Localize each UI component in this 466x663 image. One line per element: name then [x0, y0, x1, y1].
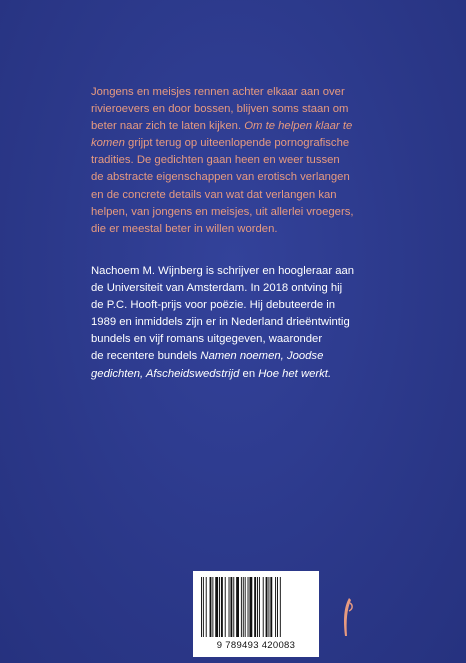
blurb-text-segment: komen: [91, 137, 125, 150]
barcode-bar: [221, 577, 223, 637]
barcode-bar: [259, 577, 260, 637]
barcode-bar: [257, 577, 258, 637]
barcode-bar: [233, 577, 234, 637]
blurb-line: [91, 221, 391, 238]
barcode-bar: [270, 577, 272, 637]
isbn-number: 9 789493 420083: [216, 640, 296, 651]
blurb-text-segment: helpen, van jongens en meisjes, uit allerlei vroegers,: [91, 205, 354, 218]
blurb-line: [91, 118, 391, 135]
barcode-bar: [212, 577, 213, 637]
barcode-bar: [245, 577, 246, 637]
blurb-text: [91, 84, 391, 238]
barcode-bar: [241, 577, 242, 637]
blurb-line: [91, 135, 391, 152]
bio-line: [91, 297, 391, 314]
barcode-bar: [229, 577, 230, 637]
blurb-text-segment: beter naar zich te laten kijken.: [91, 120, 245, 133]
bio-line: [91, 314, 391, 331]
blurb-text-segment: tradities. De gedichten gaan heen en weer tussen: [91, 154, 340, 167]
barcode-bar: [203, 577, 204, 637]
barcode-bar: [277, 577, 278, 637]
bio-text-segment: bundels en vijf romans uitgegeven, waaronder: [91, 333, 323, 346]
bio-line: [91, 366, 391, 383]
blurb-line: [91, 152, 391, 169]
blurb-text-segment: Om te helpen klaar te: [244, 120, 353, 133]
bio-text-segment: Nachoem M. Wijnberg is schrijver en hoogleraar aan: [91, 265, 355, 277]
barcode-bar: [243, 577, 244, 637]
blurb-line: [91, 204, 391, 221]
bio-line: [91, 348, 391, 365]
bio-text-segment: de P.C. Hooft-prijs voor poëzie. Hij debuteerde in: [91, 299, 336, 312]
barcode-bar: [249, 577, 252, 637]
blurb-text-segment: en de concrete details van wat dat verlangen kan: [91, 188, 337, 201]
blurb-line: [91, 101, 391, 118]
blurb-text-segment: rivieroevers en door bossen, blijven soms staan om: [91, 103, 349, 116]
barcode-bar: [263, 577, 264, 637]
blurb-line: [91, 187, 391, 204]
bio-line: [91, 331, 391, 348]
barcode-bar: [254, 577, 256, 637]
barcode: [193, 571, 319, 657]
bio-text-segment: 1989 en inmiddels zijn er in Nederland drieëntwintig: [91, 316, 350, 329]
publisher-logo-icon: [341, 597, 355, 637]
blurb-line: [91, 84, 391, 101]
bio-text-segment: Hoe het werkt.: [258, 367, 332, 380]
barcode-bars: [199, 577, 313, 637]
barcode-bar: [248, 577, 249, 637]
barcode-bar: [225, 577, 226, 637]
barcode-bar: [219, 577, 220, 637]
bio-text-segment: Namen noemen, Joodse: [200, 350, 324, 363]
barcode-bar: [275, 577, 276, 637]
bio-text-segment: en: [239, 367, 259, 380]
blurb-text-segment: de abstracte eigenschappen van erotisch verlangen: [91, 171, 350, 184]
blurb-text-segment: Jongens en meisjes rennen achter elkaar aan over: [91, 86, 345, 98]
blurb-text-segment: grijpt terug op uiteenlopende pornografische: [124, 137, 350, 150]
bio-text-segment: de recentere bundels: [91, 350, 201, 363]
author-bio: [91, 263, 391, 383]
bio-text-segment: de Universiteit van Amsterdam. In 2018 ontving hij: [91, 282, 343, 295]
barcode-bar: [201, 577, 202, 637]
barcode-bar: [280, 577, 281, 637]
barcode-bar: [210, 577, 212, 637]
bio-line: [91, 263, 391, 280]
barcode-bar: [268, 577, 269, 637]
barcode-bar: [230, 577, 232, 637]
barcode-bar: [266, 577, 268, 637]
bio-text-segment: gedichten, Afscheidswedstrijd: [91, 367, 240, 380]
barcode-bar: [236, 577, 239, 637]
bio-line: [91, 280, 391, 297]
barcode-bar: [206, 577, 207, 637]
blurb-text-segment: die er meestal beter in willen worden.: [91, 222, 278, 235]
blurb-line: [91, 169, 391, 186]
barcode-bar: [215, 577, 218, 637]
